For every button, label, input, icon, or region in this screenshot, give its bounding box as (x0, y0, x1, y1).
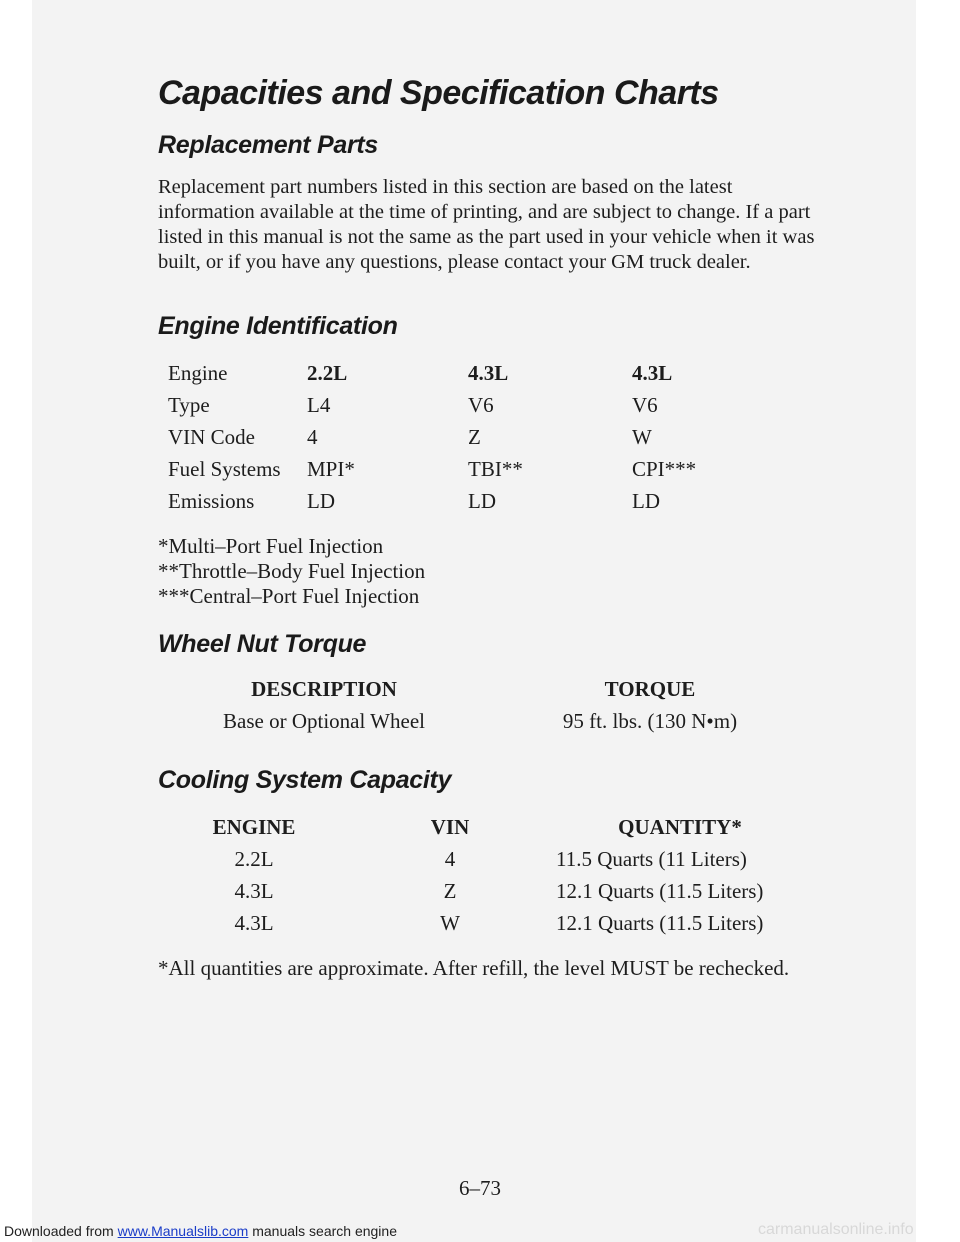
table-cell: W (632, 425, 652, 449)
column-header-torque: TORQUE (604, 677, 696, 701)
page-number: 6–73 (459, 1176, 501, 1200)
table-cell: TBI** (468, 457, 523, 481)
table-cell: V6 (468, 393, 494, 417)
table-cell: CPI*** (632, 457, 697, 481)
footer-prefix: Downloaded from (4, 1223, 118, 1239)
table-cell: 12.1 Quarts (11.5 Liters) (556, 911, 764, 935)
table-cell: 4 (307, 425, 318, 449)
wheel-nut-torque-heading: Wheel Nut Torque (158, 630, 367, 658)
column-header-description: DESCRIPTION (251, 677, 397, 701)
table-cell: Base or Optional Wheel (223, 709, 425, 733)
table-cell: V6 (632, 393, 658, 417)
row-label: Type (168, 393, 210, 417)
table-cell: 4.3L (234, 911, 274, 935)
table-cell: LD (632, 489, 660, 513)
table-cell: 12.1 Quarts (11.5 Liters) (556, 879, 764, 903)
table-cell: L4 (307, 393, 331, 417)
table-cell: W (440, 911, 460, 935)
table-cell: 4.3L (234, 879, 274, 903)
table-cell: 2.2L (307, 361, 348, 385)
table-cell: LD (307, 489, 335, 513)
column-header-engine: ENGINE (212, 815, 296, 839)
footnote-tbi: **Throttle–Body Fuel Injection (158, 559, 426, 583)
footer-suffix: manuals search engine (248, 1223, 397, 1239)
row-label: Engine (168, 361, 228, 385)
table-cell: 4.3L (468, 361, 509, 385)
table-cell: Z (443, 879, 457, 903)
row-label: Fuel Systems (168, 457, 281, 481)
cooling-system-capacity-heading: Cooling System Capacity (158, 766, 452, 794)
download-footer (4, 1223, 397, 1239)
engine-identification-heading: Engine Identification (158, 312, 398, 340)
footnote-mpi: *Multi–Port Fuel Injection (158, 534, 384, 558)
replacement-parts-text: Replacement part numbers listed in this section are based on the latest information available at the time of printing, and are subject to change. If a part listed in this manual is not the same as the part used in your vehicle when it was built, or if you have any questions, please contact your GM truck dealer. (158, 176, 815, 273)
row-label: VIN Code (168, 425, 255, 449)
table-cell: 2.2L (234, 847, 274, 871)
footnote-cpi: ***Central–Port Fuel Injection (158, 584, 420, 608)
page-title: Capacities and Specification Charts (158, 74, 719, 112)
table-cell: MPI* (307, 457, 355, 481)
table-cell: 4 (444, 847, 456, 871)
column-header-vin: VIN (430, 815, 470, 839)
table-cell: LD (468, 489, 496, 513)
cooling-footnote: *All quantities are approximate. After refill, the level MUST be rechecked. (158, 956, 790, 980)
table-cell: 11.5 Quarts (11 Liters) (556, 847, 747, 871)
table-cell: Z (468, 425, 481, 449)
table-cell: 4.3L (632, 361, 673, 385)
row-label: Emissions (168, 489, 255, 513)
column-header-quantity: QUANTITY* (618, 815, 742, 839)
watermark-text: carmanualsonline.info (758, 1221, 914, 1238)
replacement-parts-heading: Replacement Parts (158, 131, 378, 159)
manualslib-link[interactable]: www.Manualslib.com (117, 1223, 249, 1239)
table-cell: 95 ft. lbs. (130 N•m) (562, 709, 738, 733)
